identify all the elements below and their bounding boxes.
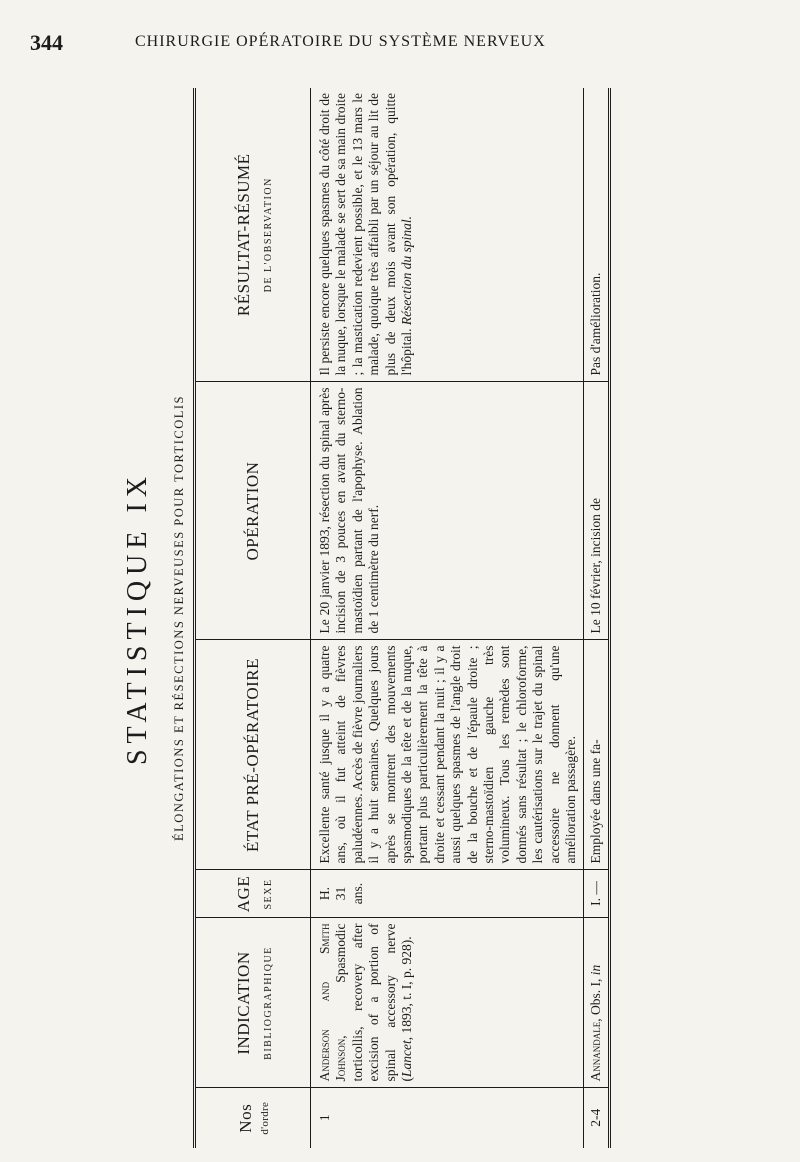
row-number: 2-4 — [583, 1088, 609, 1148]
rotated-table-page — [108, 88, 798, 1148]
row-bibliography: Anderson and Smith Johnson, Spasmodic torticollis, recovery after excision of a portion of spinal accessory nerve (Lancet, 1893, t. I, p. 928). — [311, 918, 584, 1088]
row-etat-preoperatoire: Excellente santé jusque il y a quatre ans, où il fut atteint de fièvres paludéennes. Accès de fièvre journaliers il y a huit semaines. Quelques jours après se montrent des mouvements spasmodiques de la tête et de la nuque, portant plus particulièrement la tête à droite et cessant pendant la nuit ; il y a aussi quelques spasmes de l'angle droit de la bouche et de l'épaule droite ; sterno-mastoïdien gauche très volumineux. Tous les remèdes sont donnés sans résultat ; le chloroforme, les cautérisations sur le trajet du spinal accessoire ne donnent qu'une amélioration passagère. — [311, 640, 584, 870]
row-operation: Le 10 février, incision de — [583, 382, 609, 640]
row-etat-preoperatoire: Employée dans une fa- — [583, 640, 609, 870]
statistique-subtitle: ÉLONGATIONS ET RÉSECTIONS NERVEUSES POUR TORTICOLIS — [172, 395, 186, 841]
page-header — [0, 0, 800, 70]
page-number: 344 — [30, 30, 63, 55]
row-number: 1 — [317, 1114, 332, 1122]
col-header-num: Nos d'ordre — [195, 1088, 311, 1148]
col-header-etat: ÉTAT PRÉ-OPÉRATOIRE — [195, 640, 311, 870]
table-header-row — [195, 88, 311, 1148]
row-sex-age: H. 31 ans. — [311, 870, 584, 918]
row-operation: Le 20 janvier 1893, résection du spinal après incision de 3 pouces en avant du sterno-mastoïdien partant de l'apophyse. Ablation de 1 centimètre du nerf. — [311, 382, 584, 640]
row-sex-age: I. — — [583, 870, 609, 918]
col-header-resultat: RÉSULTAT-RÉSUMÉ DE L'OBSERVATION — [195, 88, 311, 382]
statistique-table — [193, 88, 611, 1148]
row-resultat: Il persiste encore quelques spasmes du côté droit de la nuque, lorsque le malade se sert de sa main droite ; la mastication redevient possible, et le 13 mars le malade, quoique très affaibli par un séjour au lit de plus de deux mois avant son opération, quitte l'hôpital. Résection du spinal. — [311, 88, 584, 382]
col-header-operation: OPÉRATION — [195, 382, 311, 640]
table-row — [583, 88, 609, 1148]
table-row — [311, 88, 584, 1148]
row-resultat: Pas d'amélioration. — [583, 88, 609, 382]
statistique-title: STATISTIQUE IX — [122, 470, 153, 766]
row-bibliography: Annandale, Obs. I, in — [583, 918, 609, 1088]
running-title: CHIRURGIE OPÉRATOIRE DU SYSTÈME NERVEUX — [135, 33, 546, 50]
col-header-age: AGE SEXE — [195, 870, 311, 918]
col-header-indication: INDICATION BIBLIOGRAPHIQUE — [195, 918, 311, 1088]
